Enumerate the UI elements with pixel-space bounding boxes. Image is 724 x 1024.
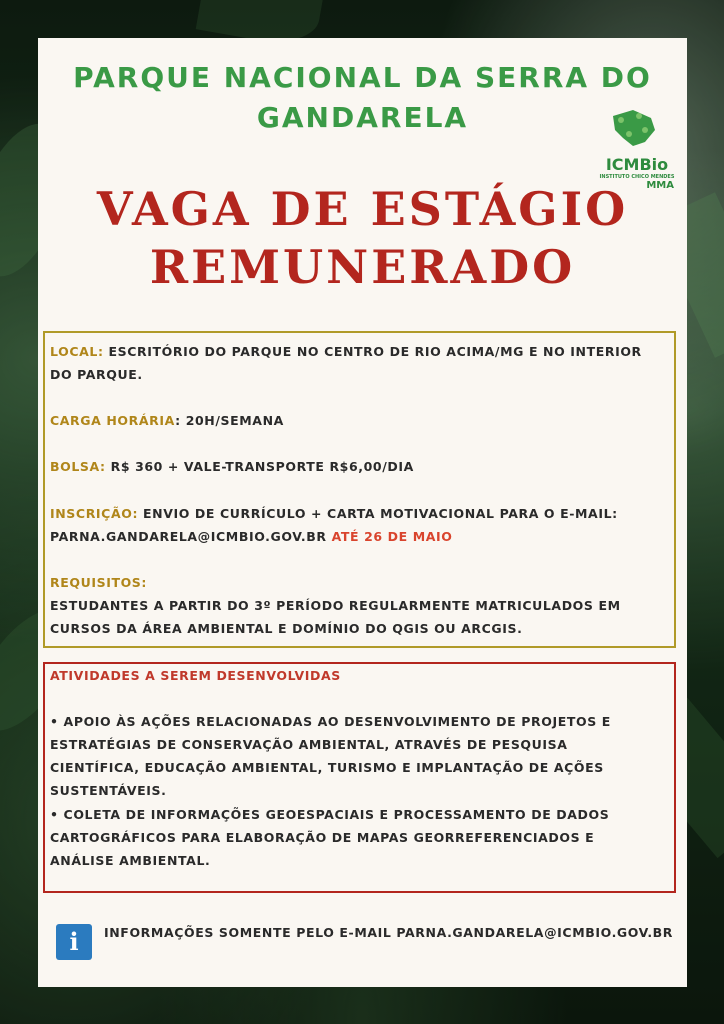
poster-card <box>38 38 687 987</box>
footer-contact-text: INFORMAÇÕES SOMENTE PELO E-MAIL PARNA.GANDARELA@ICMBIO.GOV.BR <box>104 925 674 940</box>
inscricao-deadline: ATÉ 26 DE MAIO <box>331 529 453 544</box>
activity-item: • APOIO ÀS AÇÕES RELACIONADAS AO DESENVOLVIMENTO DE PROJETOS E ESTRATÉGIAS DE CONSERVAÇÃO AMBIENTAL, ATRAVÉS DE PESQUISA CIENTÍFICA, EDUCAÇÃO AMBIENTAL, TURISMO E IMPLANTAÇÃO DE AÇÕES SUSTENTÁVEIS. <box>50 714 611 798</box>
inscricao-value: ENVIO DE CURRÍCULO + CARTA MOTIVACIONAL PARA O E-MAIL: PARNA.GANDARELA@ICMBIO.GOV.BR <box>50 506 618 544</box>
logo-mma: MMA <box>646 180 674 191</box>
carga-value: : 20H/SEMANA <box>175 413 284 428</box>
carga-row <box>50 409 660 432</box>
carga-label: CARGA HORÁRIA <box>50 413 176 428</box>
bolsa-row <box>50 455 660 478</box>
activity-item: • COLETA DE INFORMAÇÕES GEOESPACIAIS E PROCESSAMENTO DE DADOS CARTOGRÁFICOS PARA ELABORAÇÃO DE MAPAS GEORREFERENCIADOS E ANÁLISE AMBIENTAL. <box>50 807 610 868</box>
main-title <box>38 180 687 296</box>
requisitos-value: ESTUDANTES A PARTIR DO 3º PERÍODO REGULARMENTE MATRICULADOS EM CURSOS DA ÁREA AMBIENTAL E DOMÍNIO DO QGIS OU ARCGIS. <box>50 598 621 636</box>
info-icon: i <box>56 924 92 960</box>
logo-subtitle: INSTITUTO CHICO MENDES <box>599 174 675 180</box>
bolsa-label: BOLSA: <box>50 459 106 474</box>
main-title-line1: VAGA DE ESTÁGIO <box>96 182 629 236</box>
park-title: PARQUE NACIONAL DA SERRA DO GANDARELA <box>73 61 652 134</box>
inscricao-label: INSCRIÇÃO: <box>50 506 139 521</box>
main-title-line2: REMUNERADO <box>149 240 576 294</box>
inscricao-row <box>50 502 660 548</box>
activities-heading: ATIVIDADES A SEREM DESENVOLVIDAS <box>50 668 341 683</box>
bolsa-value: R$ 360 + VALE-TRANSPORTE R$6,00/DIA <box>105 459 414 474</box>
requisitos-row <box>50 571 660 640</box>
local-label: LOCAL: <box>50 344 104 359</box>
local-value: ESCRITÓRIO DO PARQUE NO CENTRO DE RIO ACIMA/MG E NO INTERIOR DO PARQUE. <box>50 344 642 382</box>
local-row <box>50 340 660 386</box>
activities-heading-row <box>50 664 660 687</box>
logo-name: ICMBio <box>605 155 669 174</box>
requisitos-label: REQUISITOS: <box>50 575 147 590</box>
